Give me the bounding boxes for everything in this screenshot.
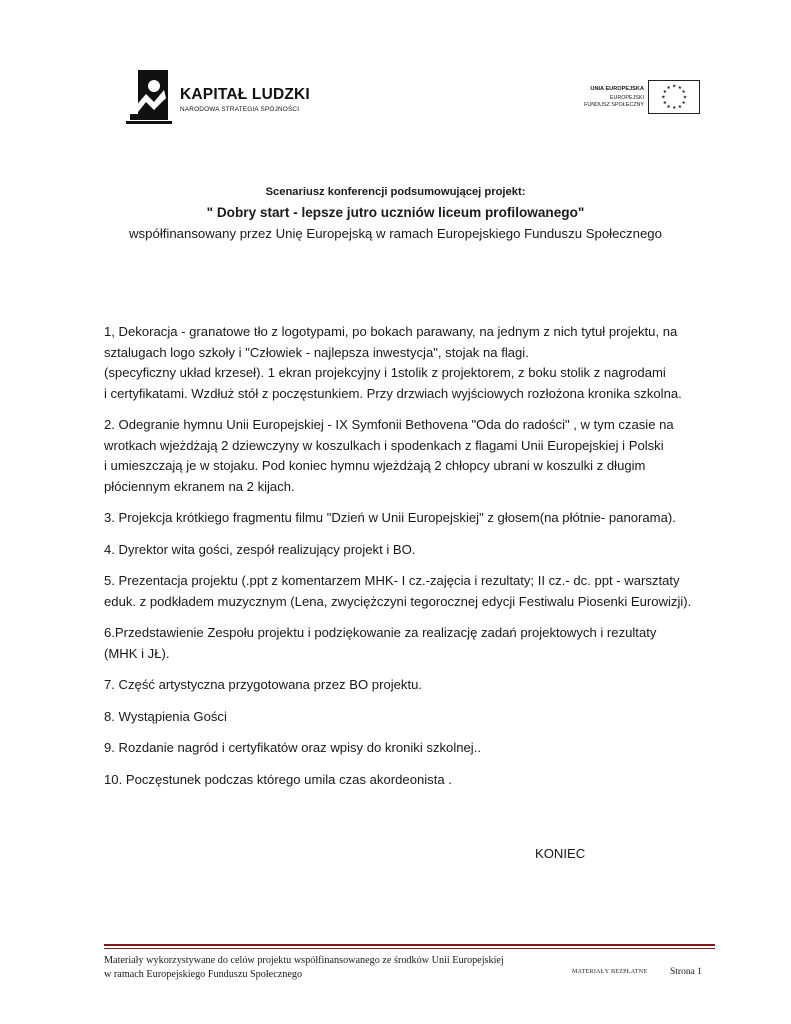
body-line: 7. Część artystyczna przygotowana przez BO projektu. bbox=[104, 677, 423, 692]
body-line: 10. Poczęstunek podczas którego umila czas akordeonista . bbox=[104, 771, 452, 787]
svg-text:★: ★ bbox=[682, 95, 688, 101]
body-line: wrotkach wjeżdżają 2 dziewczyny w koszulkach i spodenkach z flagami Unii Europejskiej i Polski bbox=[104, 437, 664, 453]
footer-line1: Materiały wykorzystywane do celów projektu współfinansowanego ze środków Unii Europejskiej bbox=[104, 955, 504, 966]
item-1-decoration bbox=[104, 322, 704, 404]
item-3-film bbox=[104, 508, 704, 529]
svg-text:★: ★ bbox=[666, 86, 671, 91]
item-7-art bbox=[104, 675, 704, 696]
item-6-team bbox=[104, 623, 704, 664]
svg-text:★: ★ bbox=[681, 101, 686, 107]
closing-text: KONIEC bbox=[535, 846, 586, 861]
svg-text:★: ★ bbox=[677, 104, 682, 110]
svg-text:★: ★ bbox=[672, 84, 677, 90]
body-line: eduk. z podkładem muzycznym (Lena, zwyciężczyni tegorocznej edycji Festiwalu Piosenki Eurowizji). bbox=[104, 593, 692, 609]
kapital-ludzki-logo bbox=[104, 44, 332, 148]
page-number: Strona 1 bbox=[670, 967, 702, 977]
eu-logo-line3: FUNDUSZ SPOŁECZNY bbox=[584, 102, 644, 108]
project-title: " Dobry start - lepsze jutro uczniów liceum profilowanego" bbox=[206, 205, 585, 220]
footer-divider bbox=[104, 944, 715, 946]
body-line: 3. Projekcja krótkiego fragmentu filmu "Dzień w Unii Europejskiej" z głosem(na płótnie- panorama). bbox=[104, 510, 676, 525]
svg-text:★: ★ bbox=[662, 101, 667, 107]
item-8-guests bbox=[104, 707, 704, 728]
body-line: sztalugach logo szkoły i "Człowiek - najlepsza inwestycja", stojak na flagi. bbox=[104, 344, 529, 360]
body-line: 8. Wystąpienia Gości bbox=[104, 708, 227, 724]
svg-text:★: ★ bbox=[661, 95, 666, 101]
body-line: (specyficzny układ krzeseł). 1 ekran projekcyjny i 1stolik z projektorem, z boku stolik z nagrodami bbox=[104, 365, 666, 380]
item-9-awards bbox=[104, 738, 704, 759]
item-10-refreshments bbox=[104, 770, 704, 791]
body-line: (MHK i JŁ). bbox=[104, 645, 170, 661]
scenario-label: Scenariusz konferencji podsumowującej projekt: bbox=[265, 186, 526, 198]
eu-logo-line2: EUROPEJSKI bbox=[609, 95, 644, 101]
eu-logo-line1: UNIA EUROPEJSKA bbox=[590, 86, 644, 92]
svg-text:★: ★ bbox=[681, 89, 686, 95]
kapital-ludzki-title: KAPITAŁ LUDZKI bbox=[180, 86, 310, 103]
body-line: i certyfikatami. Wzdłuż stół z poczęstunkiem. Przy drzwiach wyjściowych rozłożona kronika szkolna. bbox=[104, 385, 682, 401]
item-5-presentation bbox=[104, 571, 704, 612]
body-line: 5. Prezentacja projektu (.ppt z komentarzem MHK- I cz.-zajęcia i rezultaty; II cz.- dc. ppt - warsztaty bbox=[104, 573, 680, 588]
scenario-body bbox=[104, 322, 704, 801]
footer-divider-thin bbox=[104, 948, 715, 949]
body-line: płóciennym ekranem na 2 kijach. bbox=[104, 478, 295, 494]
footer-line2: w ramach Europejskiego Funduszu Społecznego bbox=[104, 968, 303, 980]
svg-text:★: ★ bbox=[672, 106, 677, 112]
kapital-ludzki-emblem-icon bbox=[124, 68, 174, 126]
cofinancing-line: współfinansowany przez Unię Europejską w ramach Europejskiego Funduszu Społecznego bbox=[129, 226, 662, 241]
svg-text:★: ★ bbox=[677, 86, 682, 91]
kapital-ludzki-subtitle: NARODOWA STRATEGIA SPÓJNOŚCI bbox=[180, 106, 300, 113]
eu-flag-icon bbox=[648, 80, 700, 114]
body-line: 9. Rozdanie nagród i certyfikatów oraz wpisy do kroniki szkolnej.. bbox=[104, 740, 481, 755]
item-4-director bbox=[104, 540, 704, 561]
body-line: 1, Dekoracja - granatowe tło z logotypami, po bokach parawany, na jednym z nich tytuł projektu, na bbox=[104, 324, 678, 339]
body-line: i umieszczają je w stojaku. Pod koniec hymnu wjeżdżają 2 chłopcy ubrani w koszulki z długim bbox=[104, 458, 646, 473]
body-line: 2. Odegranie hymnu Unii Europejskiej - IX Symfonii Bethovena "Oda do radości" , w tym czasie na bbox=[104, 417, 674, 432]
eu-logo bbox=[564, 78, 702, 116]
footer-free-label: MATERIAŁY BEZPŁATNE bbox=[572, 969, 648, 975]
footer-note bbox=[104, 954, 504, 981]
item-2-anthem bbox=[104, 415, 704, 497]
svg-text:★: ★ bbox=[666, 104, 671, 110]
body-line: 6.Przedstawienie Zespołu projektu i podziękowanie za realizację zadań projektowych i rezultaty bbox=[104, 625, 657, 640]
body-line: 4. Dyrektor wita gości, zespół realizujący projekt i BO. bbox=[104, 541, 416, 557]
svg-text:★: ★ bbox=[662, 89, 667, 95]
